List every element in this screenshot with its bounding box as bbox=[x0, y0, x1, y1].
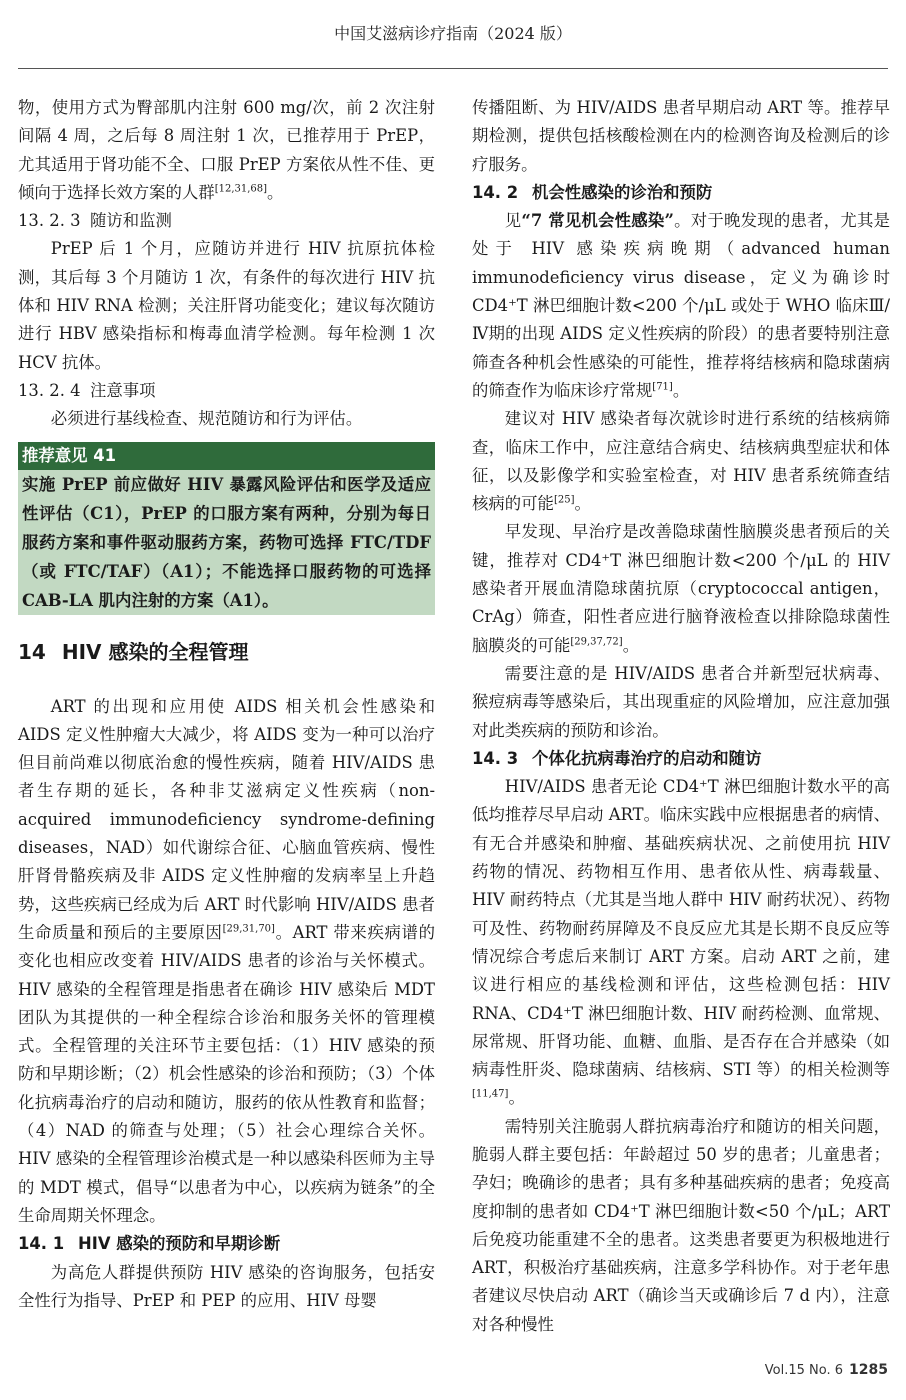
right-column bbox=[472, 94, 890, 1339]
section-14-3-heading: 14. 3 个体化抗病毒治疗的启动和随访 bbox=[472, 748, 762, 768]
paragraph-14-3-a: HIV/AIDS 患者无论 CD4⁺T 淋巴细胞计数水平的高低均推荐尽早启动 ART。临床实践中应根据患者的病情、有无合并感染和肿瘤、基础疾病状况、之前使用抗 HIV 药物的情况、药物相互作用、患者依从性、病毒载量、HIV 耐药特点（尤其是当地人群中 HIV 耐药状况）、药物可及性、药物耐药屏障及不良反应尤其是长期不良反应等情况综合考虑后来制订 ART 方案。启动 ART 之前，建议进行相应的基线检测和评估，这些检测包括：HIV RNA、CD4⁺T 淋巴细胞计数、HIV 耐药检测、血常规、尿常规、肝肾功能、血糖、血脂、是否存在合并感染（如病毒性肝炎、隐球菌病、结核病、STI 等）的相关检测等[11,47]。 bbox=[472, 777, 890, 1108]
citation: [29,31,70] bbox=[222, 923, 275, 935]
paragraph-intro: ART 的出现和应用使 AIDS 相关机会性感染和 AIDS 定义性肿瘤大大减少，将 AIDS 变为一种可以治疗但目前尚难以彻底治愈的慢性疾病，随着 HIV/AIDS 患者生存期的延长，各种非艾滋病定义性疾病（non-acquired immunodeficiency syndrome-defining diseases，NAD）如代谢综合征、心脑血管疾病、慢性肝肾骨骼疾病及非 AIDS 定义性肿瘤的发病率呈上升趋势，这些疾病已经成为后 ART 时代影响 HIV/AIDS 患者生命质量和预后的主要原因[29,31,70]。ART 带来疾病谱的变化也相应改变着 HIV/AIDS 患者的诊治与关怀模式。HIV 感染的全程管理是指患者在确诊 HIV 感染后 MDT 团队为其提供的一种全程综合诊治和服务关怀的管理模式。全程管理的关注环节主要包括：（1）HIV 感染的预防和早期诊断；（2）机会性感染的诊治和预防；（3）个体化抗病毒治疗的启动和随访，服药的依从性教育和监督；（4）NAD 的筛查与处理；（5）社会心理综合关怀。HIV 感染的全程管理诊治模式是一种以感染科医师为主导的 MDT 模式，倡导“以患者为中心，以疾病为链条”的全生命周期关怀理念。 bbox=[18, 696, 435, 1225]
paragraph-14-2-d: 需要注意的是 HIV/AIDS 患者合并新型冠状病毒、猴痘病毒等感染后，其出现重症的风险增加，应注意加强对此类疾病的预防和诊治。 bbox=[472, 663, 890, 740]
paragraph-14-2-c: 早发现、早治疗是改善隐球菌性脑膜炎患者预后的关键，推荐对 CD4⁺T 淋巴细胞计数<200 个/μL 的 HIV 感染者开展血清隐球菌抗原（cryptococcal antigen，CrAg）筛查，阳性者应进行脑脊液检查以排除隐球菌性脑膜炎的可能[29,37,72]。 bbox=[472, 522, 890, 655]
running-header: 中国艾滋病诊疗指南（2024 版） bbox=[334, 24, 572, 43]
subsection-13-2-4-heading: 13. 2. 4 注意事项 bbox=[18, 380, 156, 400]
paragraph-14-2-a: 见“7 常见机会性感染”。对于晚发现的患者，尤其是处于 HIV 感染疾病晚期（advanced human immunodeficiency virus disease，定义为确诊时 CD4⁺T 淋巴细胞计数<200 个/μL 或处于 WHO 临床Ⅲ/Ⅳ期的出现 AIDS 定义性疾病的阶段）的患者要特别注意筛查各种机会性感染的可能性，推荐将结核病和隐球菌病的筛查作为临床诊疗常规[71]。 bbox=[472, 211, 891, 400]
chapter-14-heading: 14 HIV 感染的全程管理 bbox=[18, 639, 249, 664]
paragraph-prep-injection: 物，使用方式为臀部肌内注射 600 mg/次，前 2 次注射间隔 4 周，之后每 8 周注射 1 次，已推荐用于 PrEP，尤其适用于肾功能不全、口服 PrEP 方案依从性不佳、更倾向于选择长效方案的人群[12,31,68]。 bbox=[18, 98, 435, 202]
paragraph-followup: PrEP 后 1 个月，应随访并进行 HIV 抗原抗体检测，其后每 3 个月随访 1 次，有条件的每次进行 HIV 抗体和 HIV RNA 检测；关注肝肾功能变化；建议每次随访进行 HBV 感染指标和梅毒血清学检测。每年检测 1 次 HCV 抗体。 bbox=[18, 239, 435, 372]
recommendation-box bbox=[18, 442, 435, 615]
recommendation-title: 推荐意见 41 bbox=[18, 442, 435, 470]
paragraph-14-1: 为高危人群提供预防 HIV 感染的咨询服务，包括安全性行为指导、PrEP 和 PEP 的应用、HIV 母婴 bbox=[18, 1262, 435, 1310]
subsection-13-2-3-heading: 13. 2. 3 随访和监测 bbox=[18, 211, 172, 231]
page-number: 1285 bbox=[849, 1362, 888, 1378]
citation: [25] bbox=[553, 494, 575, 506]
paragraph-14-1-continued: 传播阻断、为 HIV/AIDS 患者早期启动 ART 等。推荐早期检测，提供包括核酸检测在内的检测咨询及检测后的诊疗服务。 bbox=[472, 98, 890, 174]
paragraph-14-2-b: 建议对 HIV 感染者每次就诊时进行系统的结核病筛查，临床工作中，应注意结合病史、结核病典型症状和体征，以及影像学和实验室检查，对 HIV 患者系统筛查结核病的可能[25]。 bbox=[472, 409, 890, 514]
recommendation-body: 实施 PrEP 前应做好 HIV 暴露风险评估和医学及适应性评估（C1），PrEP 的口服方案有两种，分别为每日服药方案和事件驱动服药方案，药物可选择 FTC/TDF（或 FTC/TAF）（A1）；不能选择口服药物的可选择 CAB-LA 肌内注射的方案（A1）。 bbox=[22, 474, 431, 610]
citation: [12,31,68] bbox=[214, 183, 268, 195]
citation: [71] bbox=[652, 381, 673, 393]
paragraph-notes: 必须进行基线检查、规范随访和行为评估。 bbox=[50, 409, 363, 429]
citation: [29,37,72] bbox=[570, 636, 623, 648]
page-footer bbox=[765, 1362, 888, 1378]
paragraph-14-3-b: 需特别关注脆弱人群抗病毒治疗和随访的相关问题，脆弱人群主要包括：年龄超过 50 岁的患者；儿童患者；孕妇；晚确诊的患者；具有多种基础疾病的患者；免疫高度抑制的患者如 CD4⁺T 淋巴细胞计数<50 个/μL；ART 后免疫功能重建不全的患者。这类患者要更为积极地进行 ART，积极治疗基础疾病，注意多学科协作。对于老年患者建议尽快启动 ART（确诊当天或确诊后 7 d 内），注意对各种慢性 bbox=[472, 1116, 890, 1334]
header-rule bbox=[18, 68, 888, 69]
citation: [11,47] bbox=[472, 1088, 509, 1100]
cross-reference: “7 常见机会性感染” bbox=[521, 211, 674, 231]
section-14-2-heading: 14. 2 机会性感染的诊治和预防 bbox=[472, 182, 713, 202]
left-column bbox=[18, 94, 435, 1315]
volume-issue: Vol.15 No. 6 bbox=[764, 1363, 844, 1378]
section-14-1-heading: 14. 1 HIV 感染的预防和早期诊断 bbox=[18, 1234, 281, 1254]
